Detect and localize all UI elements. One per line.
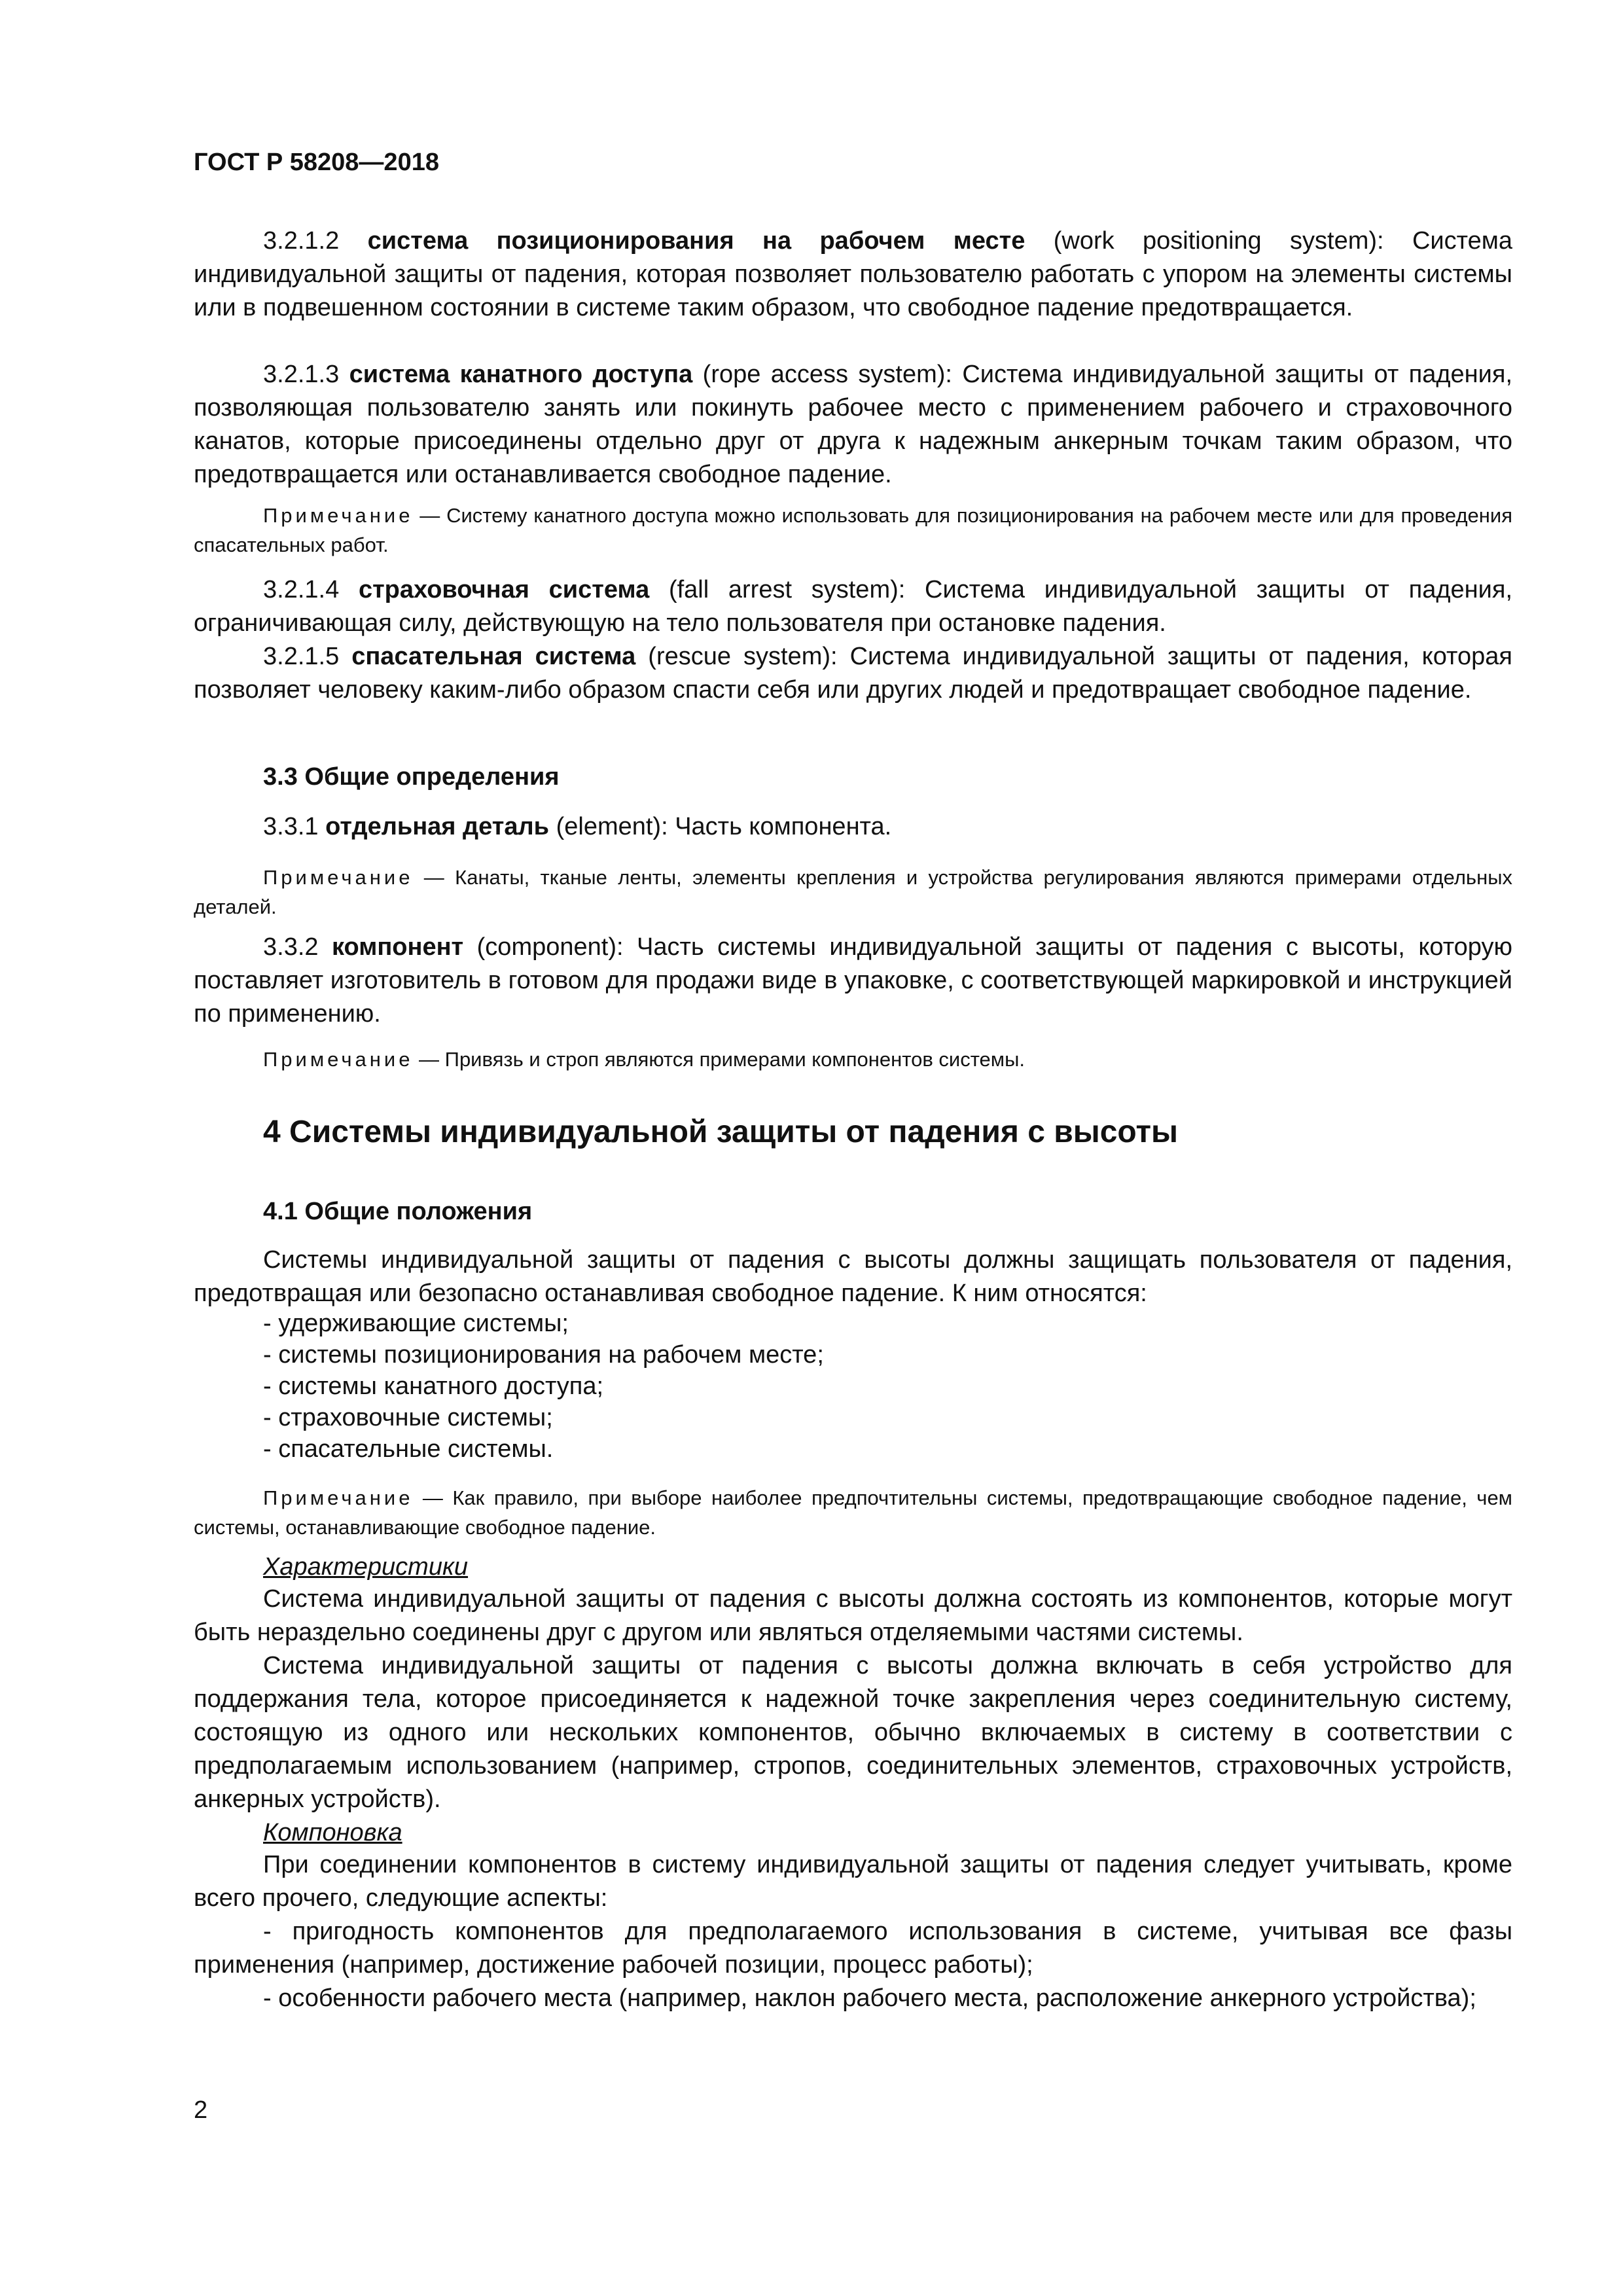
note-text: — Как правило, при выборе наиболее предпочтительны системы, предотвращающие свободное падение, чем системы, останавливающие свободное падение. [194, 1486, 1512, 1539]
clause-3-2-1-3 [194, 358, 1512, 492]
note-1 [194, 501, 1512, 560]
clause-text: (rescue system): Система индивидуальной защиты от падения, которая позволяет человеку каким-либо образом спасти себя или других людей и предотвращает свободное падение. [194, 643, 1512, 704]
page-number: 2 [194, 2096, 208, 2124]
clause-3-3-2 [194, 931, 1512, 1031]
paragraph-characteristics-2: Система индивидуальной защиты от падения с высоты должна включать в себя устройство для поддержания тела, которое присоединяется к надежной точке закрепления через соединительную систему, состоящую из одного или нескольких компонентов, обычно включаемых в систему в соответствии с предполагаемым использованием (например, стропов, соединительных элементов, страховочных устройств, анкерных устройств). [194, 1652, 1512, 1813]
section-heading-3-3: 3.3 Общие определения [263, 763, 560, 791]
clause-term: компонент [332, 933, 464, 961]
systems-list [194, 1308, 1512, 1465]
clause-text: (rope access system): Система индивидуальной защиты от падения, позволяющая пользователю занять или покинуть рабочее место с применением рабочего и страховочного канатов, которые присоединены отдельно друг от друга к надежным анкерным точкам таким образом, что предотвращается или останавливается свободное падение. [194, 361, 1512, 488]
note-3 [194, 1045, 1512, 1074]
note-text: — Привязь и строп являются примерами компонентов системы. [413, 1048, 1026, 1071]
note-label: Примечание [263, 1048, 414, 1071]
clause-term: отдельная деталь [325, 813, 550, 840]
section-heading-4: 4 Системы индивидуальной защиты от падения с высоты [263, 1115, 1179, 1149]
note-text: — Систему канатного доступа можно использовать для позиционирования на рабочем месте или для проведения спасательных работ. [194, 504, 1512, 556]
clause-3-3-1 [194, 810, 1512, 844]
document-header: ГОСТ Р 58208—2018 [194, 149, 439, 176]
paragraph-characteristics-1: Система индивидуальной защиты от падения с высоты должна состоять из компонентов, которые могут быть нераздельно соединены друг с другом или являться отделяемыми частями системы. [194, 1585, 1512, 1646]
clause-number: 3.2.1.2 [263, 227, 368, 255]
clause-term: страховочная система [358, 576, 650, 603]
list-item: - удерживающие системы; [263, 1310, 569, 1337]
clause-3-2-1-5 [194, 640, 1512, 707]
note-4 [194, 1483, 1512, 1542]
clause-3-2-1-2 [194, 224, 1512, 325]
clause-term: система позиционирования на рабочем месте [367, 227, 1026, 255]
clause-number: 3.3.2 [263, 933, 332, 961]
paragraph-layout-3: - особенности рабочего места (например, наклон рабочего места, расположение анкерного устройства); [263, 1984, 1476, 2012]
list-item: - страховочные системы; [263, 1404, 553, 1431]
note-label: Примечание [263, 866, 414, 889]
paragraph-layout-1: При соединении компонентов в систему индивидуальной защиты от падения следует учитывать, кроме всего прочего, следующие аспекты: [194, 1851, 1512, 1912]
list-item: - системы позиционирования на рабочем месте; [263, 1341, 824, 1369]
list-item: - спасательные системы. [263, 1435, 554, 1463]
section-heading-4-1: 4.1 Общие положения [263, 1198, 533, 1225]
clause-text: (fall arrest system): Система индивидуальной защиты от падения, ограничивающая силу, действующую на тело пользователя при остановке падения. [194, 576, 1513, 637]
clause-number: 3.3.1 [263, 813, 326, 840]
clause-number: 3.2.1.5 [263, 643, 352, 670]
clause-number: 3.2.1.3 [263, 361, 349, 388]
clause-text: (component): Часть системы индивидуальной защиты от падения с высоты, которую поставляет изготовитель в готовом для продажи виде в упаковке, с соответствующей маркировкой и инструкцией по применению. [194, 933, 1513, 1028]
clause-text: (work positioning system): Система индивидуальной защиты от падения, которая позволяет пользователю работать с упором на элементы системы или в подвешенном состоянии в системе таким образом, что свободное падение предотвращается. [194, 227, 1513, 321]
clause-number: 3.2.1.4 [263, 576, 359, 603]
note-text: — Канаты, тканые ленты, элементы крепления и устройства регулирования являются примерами отдельных деталей. [194, 866, 1512, 918]
subheading-characteristics: Характеристики [263, 1553, 469, 1581]
clause-term: спасательная система [351, 643, 636, 670]
paragraph-layout-2: - пригодность компонентов для предполагаемого использования в системе, учитывая все фазы применения (например, достижение рабочей позиции, процесс работы); [194, 1918, 1512, 1979]
subheading-layout: Компоновка [263, 1819, 402, 1846]
note-label: Примечание [263, 1486, 414, 1509]
clause-text: (element): Часть компонента. [549, 813, 892, 840]
list-item: - системы канатного доступа; [263, 1372, 604, 1400]
paragraph-4-1: Системы индивидуальной защиты от падения с высоты должны защищать пользователя от падения, предотвращая или безопасно останавливая свободное падение. К ним относятся: [194, 1246, 1512, 1307]
clause-term: система канатного доступа [349, 361, 693, 388]
note-2 [194, 863, 1512, 922]
note-label: Примечание [263, 504, 414, 527]
clause-3-2-1-4 [194, 573, 1512, 640]
